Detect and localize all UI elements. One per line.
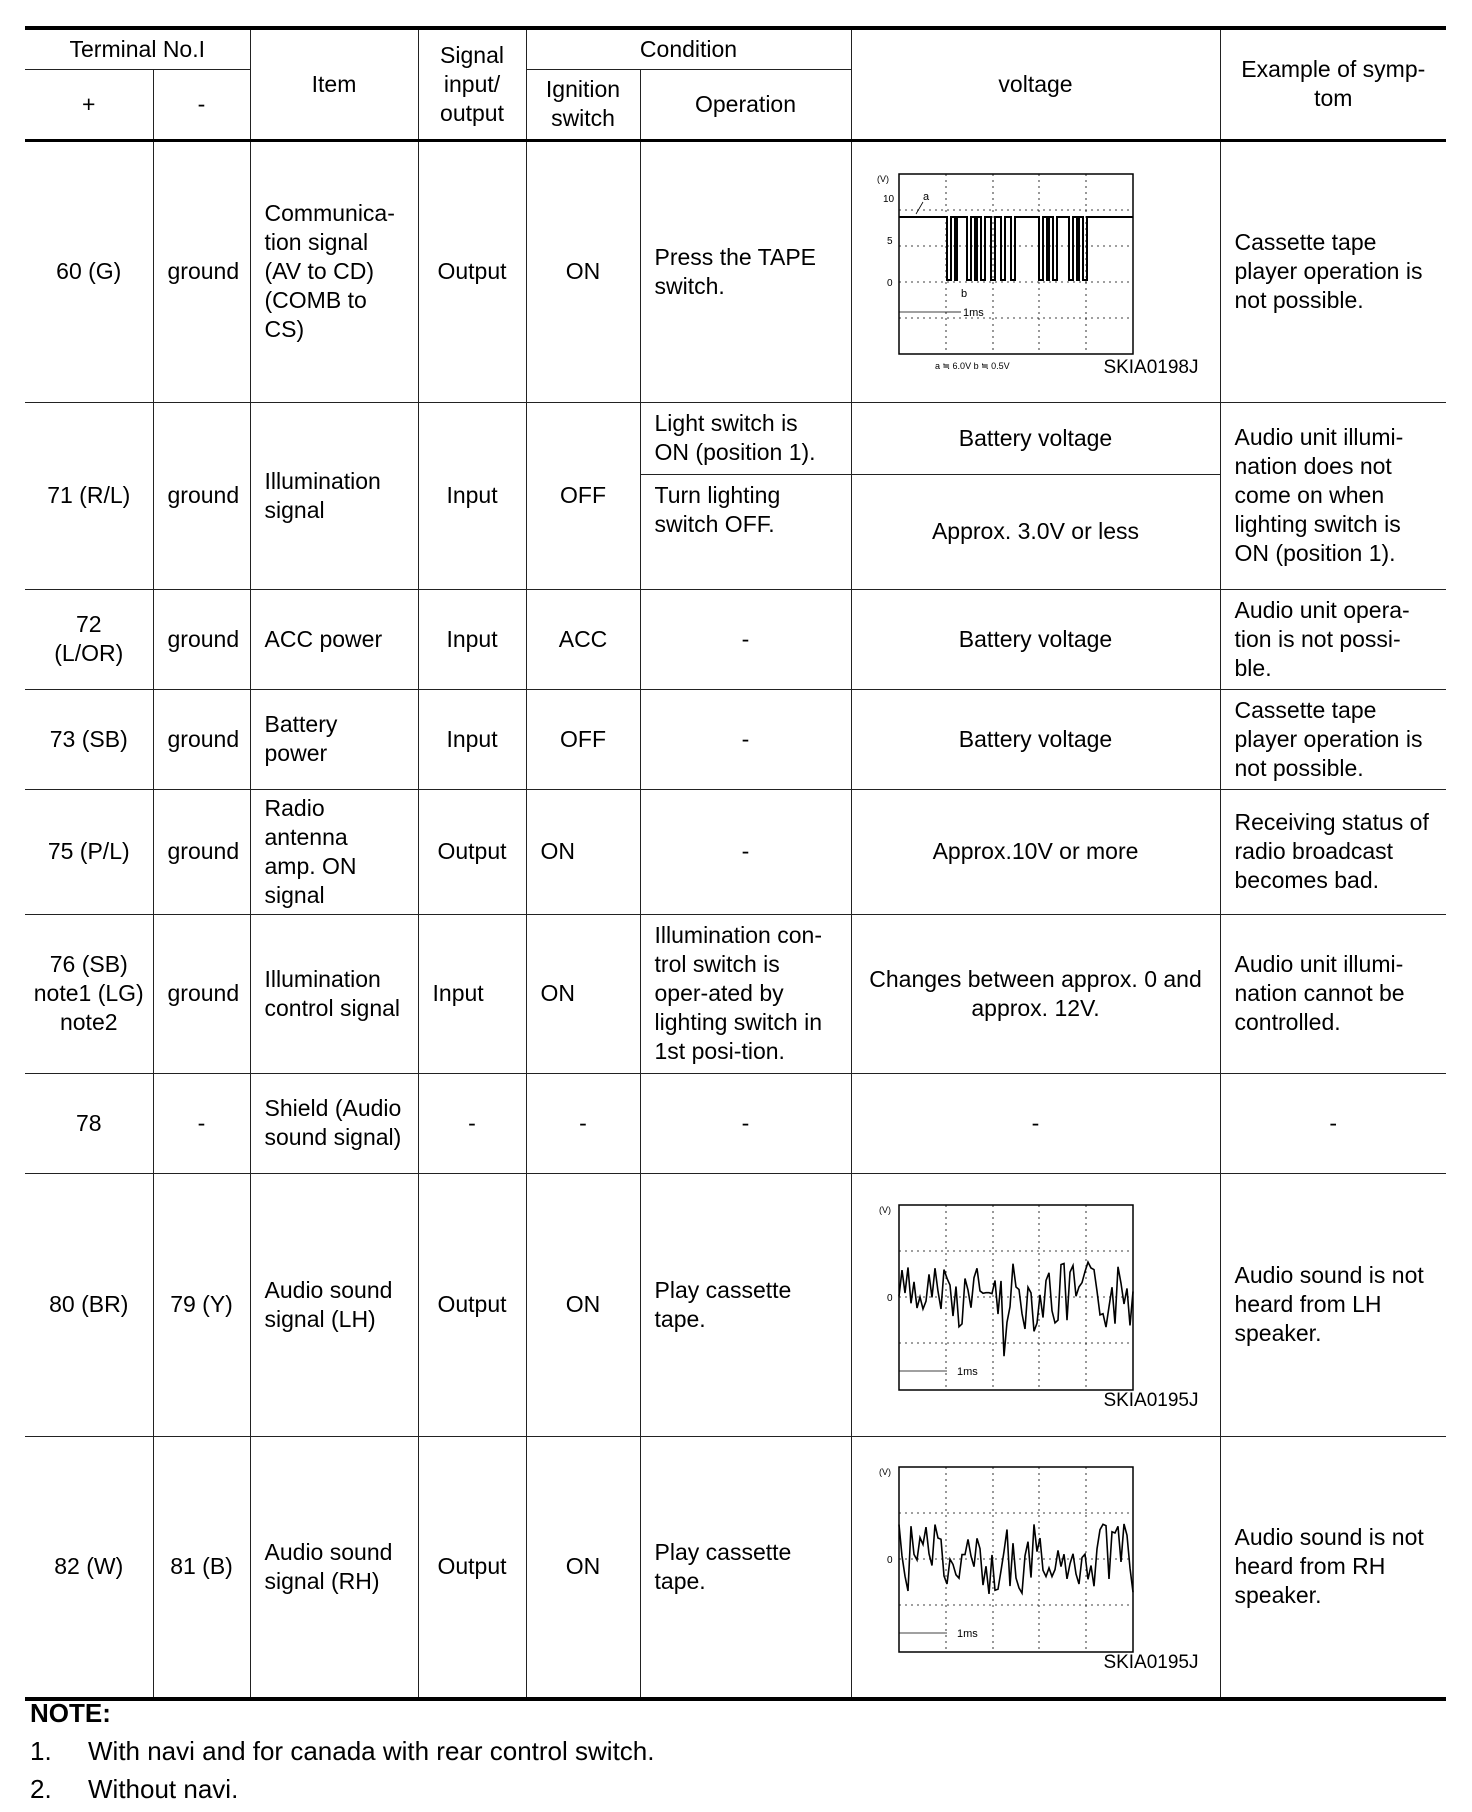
header-plus: + [25,69,153,140]
cell-item: ACC power [250,589,418,689]
audio-waveform-graph [871,1195,1201,1415]
y-tick-5: 5 [886,235,893,247]
cell-item: Illumination signal [250,402,418,589]
cell-operation: Play cassette tape. [640,1173,851,1436]
table-row [25,402,1446,474]
label-1ms: 1ms [962,306,984,319]
cell-symptom: Audio sound is not heard from RH speaker. [1220,1436,1446,1699]
cell-symptom: - [1220,1073,1446,1173]
cell-ignition: OFF [526,402,640,589]
notes-section [30,1694,654,1808]
cell-operation: - [640,1073,851,1173]
cell-signal: Output [418,1436,526,1699]
cell-minus: ground [153,789,250,914]
cell-voltage-2: Approx. 3.0V or less [851,474,1220,589]
cell-item: Radio antenna amp. ON signal [250,789,418,914]
cell-symptom: Audio sound is not heard from LH speaker. [1220,1173,1446,1436]
label-a: a [922,190,929,203]
cell-ignition: ON [526,1173,640,1436]
cell-plus: 76 (SB) note1 (LG) note2 [25,914,153,1073]
cell-item: Battery power [250,689,418,789]
cell-ignition: OFF [526,689,640,789]
header-condition: Condition [526,28,851,69]
cell-plus: 78 [25,1073,153,1173]
cell-minus: ground [153,689,250,789]
label-b: b [960,287,967,300]
y-unit-label: (V) [876,173,889,184]
cell-signal: Input [418,689,526,789]
cell-operation: - [640,689,851,789]
header-voltage: voltage [851,28,1220,140]
note-item [30,1732,654,1770]
header-symptom: Example of symp-tom [1220,28,1446,140]
cell-plus: 71 (R/L) [25,402,153,589]
cell-signal: - [418,1073,526,1173]
y-tick-10: 10 [882,193,894,205]
waveform-caption: a ≒ 6.0V b ≒ 0.5V [934,360,1010,371]
cell-plus: 73 (SB) [25,689,153,789]
cell-plus: 72 (L/OR) [25,589,153,689]
cell-signal: Input [418,914,526,1073]
cell-operation: Press the TAPE switch. [640,140,851,402]
table-row [25,140,1446,402]
note-number: 2. [30,1774,52,1804]
cell-minus: ground [153,402,250,589]
cell-signal: Input [418,589,526,689]
cell-operation: Light switch is ON (position 1). [640,402,851,474]
cell-symptom: Audio unit illumi-nation does not come on when lighting switch is ON (position 1). [1220,402,1446,589]
label-1ms: 1ms [956,1365,978,1378]
cell-symptom: Audio unit illumi-nation cannot be controlled. [1220,914,1446,1073]
cell-voltage: Battery voltage [851,689,1220,789]
table-row [25,1073,1446,1173]
header-operation: Operation [640,69,851,140]
cell-ignition: - [526,1073,640,1173]
digital-waveform-graph [871,162,1201,382]
audio-waveform-rh [871,1457,1201,1677]
y-unit-label: (V) [878,1204,891,1215]
cell-item: Shield (Audio sound signal) [250,1073,418,1173]
table-row [25,914,1446,1073]
figure-id: SKIA0195J [1103,1389,1199,1411]
cell-item: Audio sound signal (RH) [250,1436,418,1699]
cell-plus: 82 (W) [25,1436,153,1699]
figure-id: SKIA0195J [1103,1651,1199,1673]
table-row [25,689,1446,789]
y-tick-0: 0 [886,277,893,289]
cell-signal: Output [418,1173,526,1436]
y-tick-0: 0 [886,1554,893,1566]
cell-signal: Output [418,140,526,402]
cell-symptom: Audio unit opera-tion is not possi-ble. [1220,589,1446,689]
cell-operation: - [640,589,851,689]
cell-voltage-waveform [851,1436,1220,1699]
digital-waveform [871,162,1201,382]
cell-ignition: ON [526,1436,640,1699]
note-number: 1. [30,1736,52,1766]
cell-item: Communica-tion signal (AV to CD)(COMB to CS) [250,140,418,402]
label-1ms: 1ms [956,1627,978,1640]
cell-voltage: Battery voltage [851,402,1220,474]
cell-minus: - [153,1073,250,1173]
cell-item: Audio sound signal (LH) [250,1173,418,1436]
cell-signal: Input [418,402,526,589]
table-row [25,789,1446,914]
table-row [25,1436,1446,1699]
cell-minus: ground [153,140,250,402]
cell-ignition: ON [526,789,640,914]
cell-operation: - [640,789,851,914]
cell-plus: 75 (P/L) [25,789,153,914]
notes-title: NOTE: [30,1698,111,1728]
y-tick-0: 0 [886,1292,893,1304]
cell-minus: ground [153,589,250,689]
header-terminal: Terminal No.I [25,28,250,69]
header-item: Item [250,28,418,140]
cell-voltage: Battery voltage [851,589,1220,689]
table-row [25,1173,1446,1436]
terminal-spec-table [25,26,1446,1701]
cell-operation: Play cassette tape. [640,1436,851,1699]
cell-voltage: Changes between approx. 0 and approx. 12V. [851,914,1220,1073]
table-row [25,589,1446,689]
cell-minus: ground [153,914,250,1073]
cell-ignition: ON [526,914,640,1073]
cell-minus: 79 (Y) [153,1173,250,1436]
cell-plus: 80 (BR) [25,1173,153,1436]
cell-voltage-waveform [851,1173,1220,1436]
audio-waveform-lh [871,1195,1201,1415]
cell-operation-2: Turn lighting switch OFF. [640,474,851,589]
cell-symptom: Receiving status of radio broadcast becomes bad. [1220,789,1446,914]
cell-minus: 81 (B) [153,1436,250,1699]
cell-plus: 60 (G) [25,140,153,402]
cell-operation: Illumination con-trol switch is oper-ated by lighting switch in 1st posi-tion. [640,914,851,1073]
header-ignition: Ignition switch [526,69,640,140]
header-minus: - [153,69,250,140]
cell-ignition: ON [526,140,640,402]
audio-waveform-graph [871,1457,1201,1677]
cell-symptom: Cassette tape player operation is not possible. [1220,689,1446,789]
cell-signal: Output [418,789,526,914]
cell-symptom: Cassette tape player operation is not possible. [1220,140,1446,402]
note-text: With navi and for canada with rear control switch. [88,1736,655,1766]
note-text: Without navi. [88,1774,239,1804]
note-item [30,1770,654,1808]
header-signal: Signal input/ output [418,28,526,140]
cell-voltage: - [851,1073,1220,1173]
cell-voltage: Approx.10V or more [851,789,1220,914]
figure-id: SKIA0198J [1103,356,1199,378]
cell-ignition: ACC [526,589,640,689]
cell-item: Illumination control signal [250,914,418,1073]
cell-voltage-waveform [851,140,1220,402]
y-unit-label: (V) [878,1466,891,1477]
